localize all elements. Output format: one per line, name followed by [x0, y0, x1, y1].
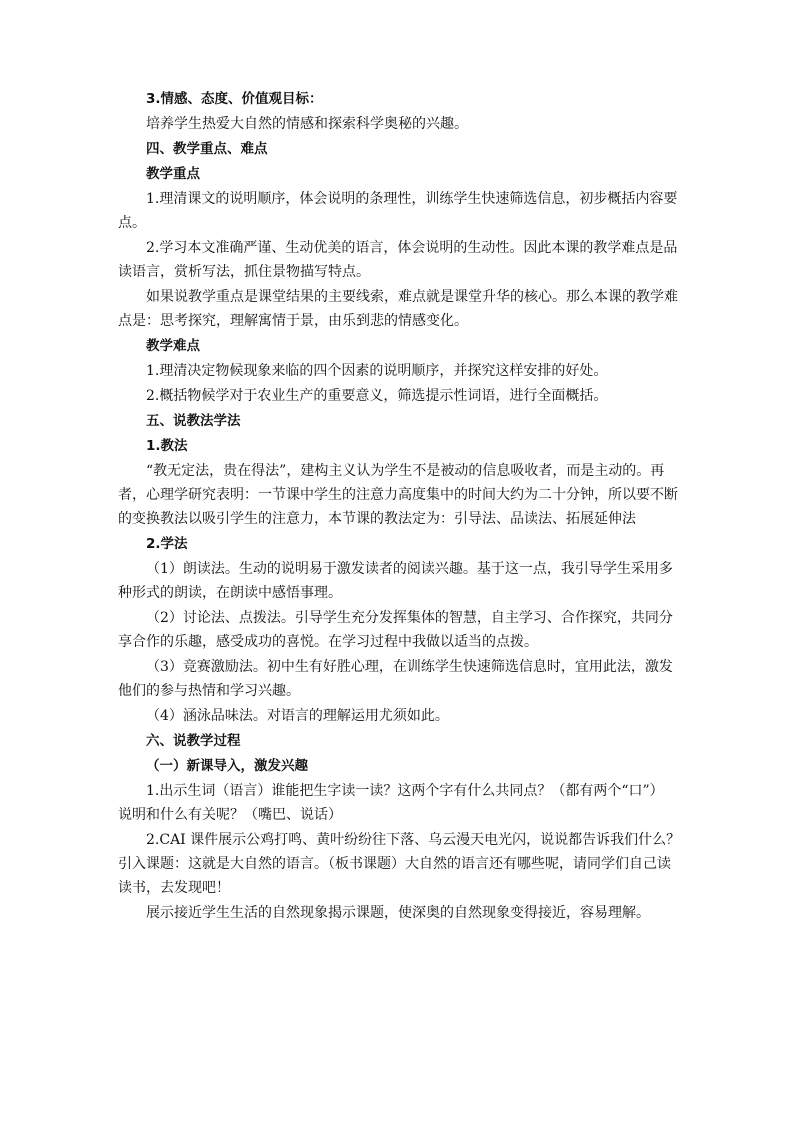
paragraph-line: 培养学生热爱大自然的情感和探索科学奥秘的兴趣。	[146, 116, 468, 132]
section-heading: 1.教法	[146, 438, 188, 454]
paragraph-line: （2）讨论法、点拨法。引导学生充分发挥集体的智慧，自主学习、合作探究，共同分	[146, 610, 673, 626]
section-heading: （一）新课导入，激发兴趣	[146, 758, 308, 774]
paragraph-line: 2.学习本文准确严谨、生动优美的语言，体会说明的生动性。因此本课的教学难点是品	[146, 240, 678, 256]
paragraph-line: 点。	[118, 215, 146, 231]
section-heading: 教学难点	[146, 338, 200, 354]
section-heading: 2.学法	[146, 536, 188, 552]
paragraph-line: 种形式的朗读，在朗读中感悟事理。	[118, 585, 342, 601]
section-heading: 3.情感、态度、价值观目标：	[146, 91, 323, 107]
section-heading: 六、说教学过程	[146, 733, 241, 749]
paragraph-line: 他们的参与热情和学习兴趣。	[118, 683, 300, 699]
paragraph-line: 的变换教法以吸引学生的注意力，本节课的教法定为：引导法、品读法、拓展延伸法	[118, 511, 636, 527]
paragraph-line: （1）朗读法。生动的说明易于激发读者的阅读兴趣。基于这一点，我引导学生采用多	[146, 561, 673, 577]
section-heading: 教学重点	[146, 166, 200, 182]
paragraph-line: 读书，去发现吧！	[118, 880, 230, 896]
paragraph-line: 1.出示生词（语言）谁能把生字读一读？这两个字有什么共同点？（都有两个“口”）	[146, 783, 664, 799]
paragraph-line: （4）涵泳品味法。对语言的理解运用尤须如此。	[146, 708, 449, 724]
paragraph-line: 1.理清课文的说明顺序，体会说明的条理性，训练学生快速筛选信息，初步概括内容要	[146, 191, 678, 207]
paragraph-line: 点是：思考探究，理解寓情于景，由乐到悲的情感变化。	[118, 313, 468, 329]
paragraph-line: 引入课题：这就是大自然的语言。（板书课题）大自然的语言还有哪些呢，请同学们自己读	[118, 856, 671, 872]
paragraph-line: “教无定法，贵在得法”，建构主义认为学生不是被动的信息吸收者，而是主动的。再	[146, 463, 665, 479]
paragraph-line: 者，心理学研究表明：一节课中学生的注意力高度集中的时间大约为二十分钟，所以要不断	[118, 487, 678, 503]
paragraph-line: （3）竞赛激励法。初中生有好胜心理，在训练学生快速筛选信息时，宜用此法，激发	[146, 659, 673, 675]
paragraph-line: 展示接近学生生活的自然现象揭示课题，使深奥的自然现象变得接近，容易理解。	[146, 905, 650, 921]
paragraph-line: 读语言，赏析写法，抓住景物描写特点。	[118, 264, 370, 280]
paragraph-line: 1.理清决定物候现象来临的四个因素的说明顺序，并探究这样安排的好处。	[146, 363, 608, 379]
paragraph-line: 2.CAI 课件展示公鸡打鸣、黄叶纷纷往下落、乌云漫天电光闪，说说都告诉我们什么？	[146, 832, 681, 848]
section-heading: 四、教学重点、难点	[146, 141, 268, 157]
document-body	[118, 90, 681, 929]
paragraph-line: 说明和什么有关呢？（嘴巴、说话）	[118, 807, 342, 823]
section-heading: 五、说教法学法	[146, 413, 241, 429]
paragraph-line: 享合作的乐趣，感受成功的喜悦。在学习过程中我做以适当的点拨。	[118, 634, 538, 650]
paragraph-line: 2.概括物候学对于农业生产的重要意义，筛选提示性词语，进行全面概括。	[146, 388, 608, 404]
paragraph-line: 如果说教学重点是课堂结果的主要线索，难点就是课堂升华的核心。那么本课的教学难	[146, 289, 678, 305]
